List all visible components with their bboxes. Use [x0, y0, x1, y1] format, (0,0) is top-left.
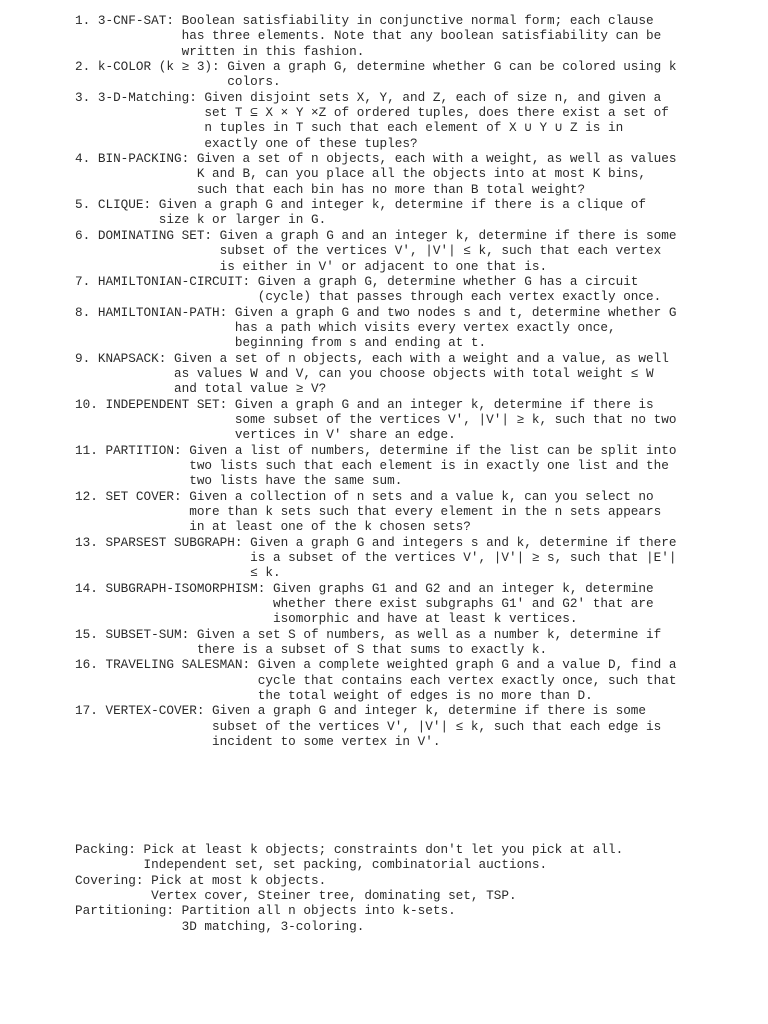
problem-line: some subset of the vertices V', |V'| ≥ k, such that no two	[75, 411, 677, 427]
problem-line: colors.	[75, 74, 281, 90]
problem-line: n tuples in T such that each element of X ∪ Y ∪ Z is in	[75, 120, 624, 136]
category-line: 3D matching, 3-coloring.	[75, 918, 365, 934]
problem-line: 7. HAMILTONIAN-CIRCUIT: Given a graph G, determine whether G has a circuit	[75, 273, 639, 289]
problem-line: has a path which visits every vertex exactly once,	[75, 319, 616, 335]
problem-line: isomorphic and have at least k vertices.	[75, 611, 578, 627]
problem-line: whether there exist subgraphs G1' and G2' that are	[75, 596, 654, 612]
problem-line: 10. INDEPENDENT SET: Given a graph G and an integer k, determine if there is	[75, 396, 654, 412]
problem-line: cycle that contains each vertex exactly once, such that	[75, 672, 677, 688]
problem-line: 17. VERTEX-COVER: Given a graph G and integer k, determine if there is some	[75, 703, 647, 719]
problem-line: set T ⊆ X × Y ×Z of ordered tuples, does there exist a set of	[75, 105, 669, 121]
problem-line: 5. CLIQUE: Given a graph G and integer k, determine if there is a clique of	[75, 197, 647, 213]
problem-line: two lists such that each element is in exactly one list and the	[75, 457, 669, 473]
problem-line: 14. SUBGRAPH-ISOMORPHISM: Given graphs G1 and G2 and an integer k, determine	[75, 580, 654, 596]
problem-line: size k or larger in G.	[75, 212, 327, 228]
problem-line: beginning from s and ending at t.	[75, 335, 487, 351]
problem-line: vertices in V' share an edge.	[75, 427, 456, 443]
category-line: Partitioning: Partition all n objects into k-sets.	[75, 903, 456, 919]
problem-line: 6. DOMINATING SET: Given a graph G and an integer k, determine if there is some	[75, 227, 677, 243]
problem-line: is a subset of the vertices V', |V'| ≥ s, such that |E'|	[75, 550, 677, 566]
category-line: Independent set, set packing, combinatorial auctions.	[75, 857, 548, 873]
problem-line: 1. 3-CNF-SAT: Boolean satisfiability in conjunctive normal form; each clause	[75, 13, 654, 28]
np-complete-problem-list	[75, 13, 677, 750]
problem-line: 13. SPARSEST SUBGRAPH: Given a graph G and integers s and k, determine if there	[75, 534, 677, 550]
problem-line: and total value ≥ V?	[75, 381, 327, 397]
problem-line: 15. SUBSET-SUM: Given a set S of numbers, as well as a number k, determine if	[75, 626, 662, 642]
problem-line: incident to some vertex in V'.	[75, 734, 441, 750]
problem-line: the total weight of edges is no more than D.	[75, 688, 593, 704]
problem-line: exactly one of these tuples?	[75, 135, 418, 151]
problem-line: 8. HAMILTONIAN-PATH: Given a graph G and two nodes s and t, determine whether G	[75, 304, 677, 320]
problem-line: is either in V' or adjacent to one that is.	[75, 258, 548, 274]
problem-line: 4. BIN-PACKING: Given a set of n objects, each with a weight, as well as values	[75, 151, 677, 167]
category-line: Packing: Pick at least k objects; constraints don't let you pick at all.	[75, 842, 624, 857]
problem-line: in at least one of the k chosen sets?	[75, 519, 471, 535]
problem-line: written in this fashion.	[75, 43, 365, 59]
problem-line: there is a subset of S that sums to exactly k.	[75, 642, 548, 658]
problem-line: 11. PARTITION: Given a list of numbers, determine if the list can be split into	[75, 442, 677, 458]
problem-line: K and B, can you place all the objects into at most K bins,	[75, 166, 647, 182]
problem-line: subset of the vertices V', |V'| ≤ k, such that each vertex	[75, 243, 662, 259]
problem-line: 12. SET COVER: Given a collection of n sets and a value k, can you select no	[75, 488, 654, 504]
problem-line: has three elements. Note that any boolean satisfiability can be	[75, 28, 662, 44]
problem-line: subset of the vertices V', |V'| ≤ k, such that each edge is	[75, 718, 662, 734]
category-line: Covering: Pick at most k objects.	[75, 872, 327, 888]
category-line: Vertex cover, Steiner tree, dominating set, TSP.	[75, 888, 517, 904]
problem-line: ≤ k.	[75, 565, 281, 581]
problem-line: 16. TRAVELING SALESMAN: Given a complete weighted graph G and a value D, find a	[75, 657, 677, 673]
problem-line: such that each bin has no more than B total weight?	[75, 181, 586, 197]
problem-categories	[75, 842, 623, 934]
problem-line: (cycle) that passes through each vertex exactly once.	[75, 289, 662, 305]
problem-line: 2. k-COLOR (k ≥ 3): Given a graph G, determine whether G can be colored using k	[75, 59, 677, 75]
problem-line: two lists have the same sum.	[75, 473, 403, 489]
problem-line: more than k sets such that every element in the n sets appears	[75, 504, 662, 519]
problem-line: as values W and V, can you choose objects with total weight ≤ W	[75, 365, 654, 381]
problem-line: 9. KNAPSACK: Given a set of n objects, each with a weight and a value, as well	[75, 350, 669, 366]
problem-line: 3. 3-D-Matching: Given disjoint sets X, Y, and Z, each of size n, and given a	[75, 89, 662, 105]
